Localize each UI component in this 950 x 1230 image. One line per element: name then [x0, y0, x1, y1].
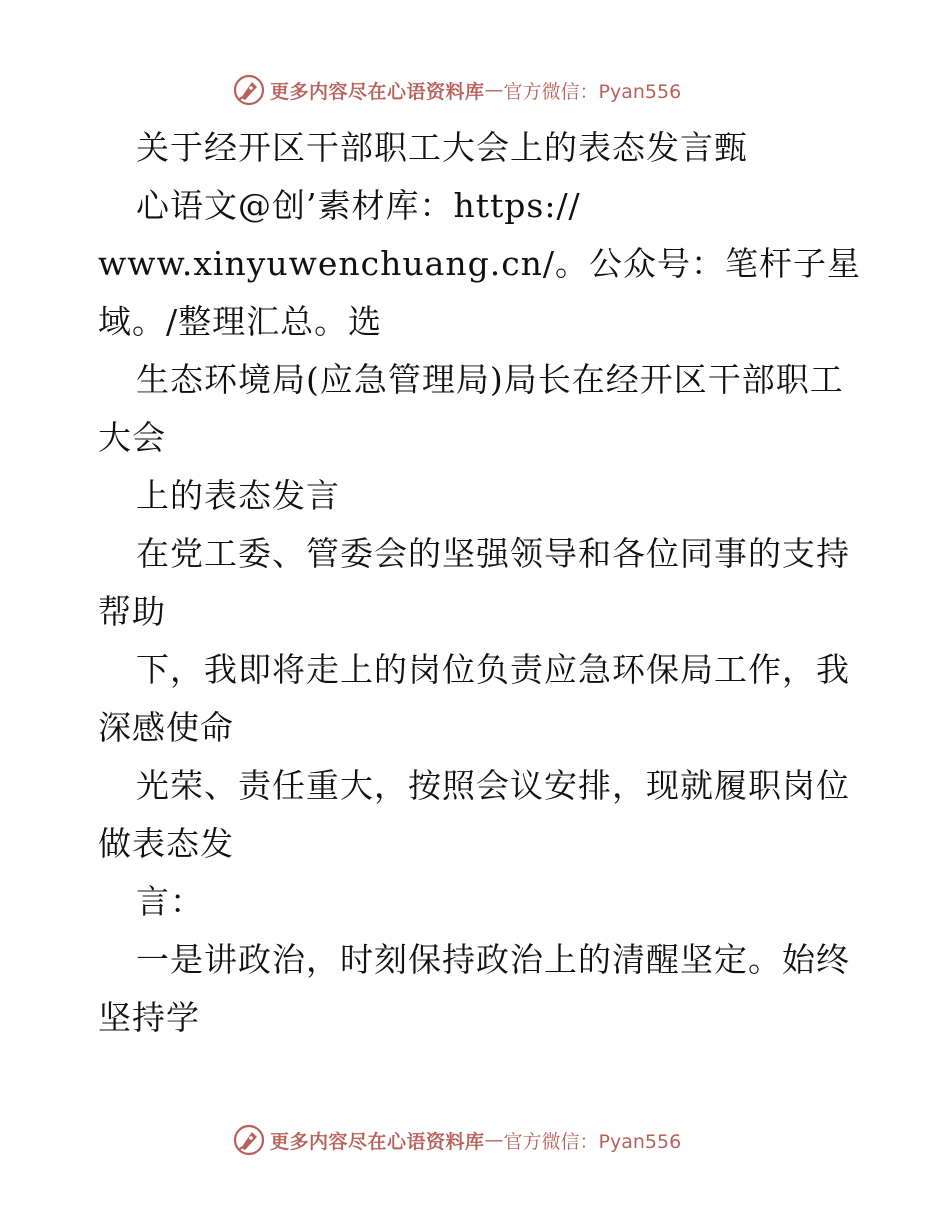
pen-nib-logo-icon: [232, 1123, 266, 1157]
watermark-sub-text: 官方微信：Pyan556: [503, 1130, 682, 1153]
doc-line: 深感使命: [98, 708, 234, 747]
doc-line: 大会: [98, 418, 166, 457]
doc-line: 域。/整理汇总。选: [98, 302, 383, 341]
doc-line: www.xinyuwenchuang.cn/。公众号：笔杆子星: [98, 244, 862, 283]
doc-title-line: 关于经开区干部职工大会上的表态发言甄: [136, 128, 748, 167]
doc-line: 心语文@创’素材库：https://: [136, 186, 581, 225]
doc-line: 言：: [136, 882, 204, 921]
doc-line: 下，我即将走上的岗位负责应急环保局工作，我: [136, 650, 850, 689]
watermark-sub-text: 官方微信：Pyan556: [503, 80, 682, 103]
watermark-separator: —: [484, 1129, 504, 1151]
pen-nib-logo-icon: [232, 73, 266, 107]
doc-line: 做表态发: [98, 824, 234, 863]
doc-line: 帮助: [98, 592, 166, 631]
watermark-main-text: 更多内容尽在心语资料库: [270, 80, 485, 103]
doc-line: 光荣、责任重大，按照会议安排，现就履职岗位: [136, 766, 850, 805]
doc-line: 生态环境局(应急管理局)局长在经开区干部职工: [136, 360, 844, 399]
watermark-separator: —: [484, 79, 504, 101]
doc-line: 上的表态发言: [136, 476, 340, 515]
footer-watermark: [232, 1122, 732, 1158]
header-watermark: [232, 72, 732, 108]
doc-line: 坚持学: [98, 998, 200, 1037]
doc-line: 在党工委、管委会的坚强领导和各位同事的支持: [136, 534, 850, 573]
doc-line: 一是讲政治，时刻保持政治上的清醒坚定。始终: [136, 940, 850, 979]
watermark-main-text: 更多内容尽在心语资料库: [270, 1130, 485, 1153]
